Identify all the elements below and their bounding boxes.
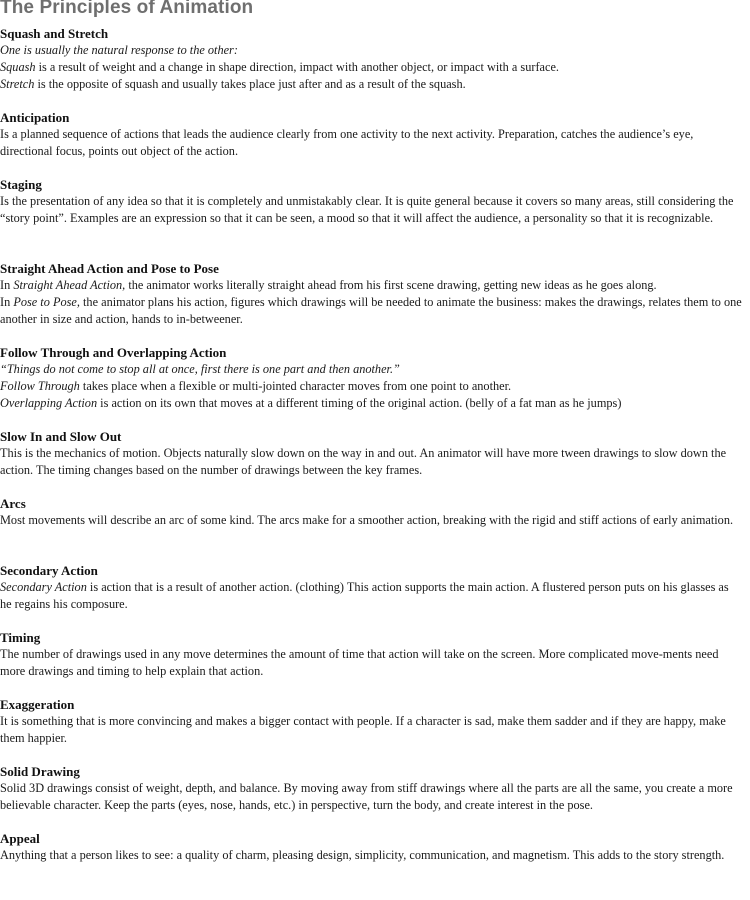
section-heading: Appeal	[0, 831, 40, 846]
section-timing	[0, 629, 742, 680]
paragraph-text: is the opposite of squash and usually takes place just after and as a result of the squash.	[34, 77, 466, 91]
term-emphasis: Secondary Action	[0, 580, 87, 594]
section-secondary-action	[0, 562, 742, 613]
paragraph-text: the animator works literally straight ahead from his first scene drawing, getting new ideas as he goes along.	[125, 278, 657, 292]
section-heading: Anticipation	[0, 110, 70, 125]
paragraph-text: Is a planned sequence of actions that leads the audience clearly from one activity to the next activity. Preparation, catches the audience’s eye, directional focus, points out object of the action.	[0, 127, 694, 158]
section-paragraph	[0, 378, 742, 395]
section-heading: Squash and Stretch	[0, 26, 109, 41]
section-paragraph	[0, 579, 742, 613]
section-heading: Secondary Action	[0, 563, 98, 578]
paragraph-prefix: In	[0, 295, 14, 309]
paragraph-text: takes place when a flexible or multi-jointed character moves from one point to another.	[79, 379, 512, 393]
section-paragraph	[0, 512, 742, 529]
section-appeal	[0, 830, 742, 864]
term-emphasis: Squash	[0, 60, 36, 74]
paragraph-prefix: In	[0, 278, 14, 292]
section-straight-ahead-action-and-pose-to-pose	[0, 260, 742, 328]
section-paragraph	[0, 395, 742, 412]
paragraph-text: is action on its own that moves at a different timing of the original action. (belly of a fat man as he jumps)	[97, 396, 622, 410]
section-heading: Exaggeration	[0, 697, 75, 712]
section-solid-drawing	[0, 763, 742, 814]
section-staging	[0, 176, 742, 227]
section-paragraph	[0, 847, 742, 864]
term-emphasis: Follow Through	[0, 379, 80, 393]
section-heading: Slow In and Slow Out	[0, 429, 122, 444]
section-slow-in-and-slow-out	[0, 428, 742, 479]
section-heading: Arcs	[0, 496, 26, 511]
section-follow-through-and-overlapping-action	[0, 344, 742, 412]
term-emphasis: Straight Ahead Action,	[13, 278, 126, 292]
section-paragraph	[0, 713, 742, 747]
section-paragraph	[0, 126, 742, 160]
section-quote: “Things do not come to stop all at once, first there is one part and then another.”	[0, 362, 400, 376]
section-paragraph	[0, 780, 742, 814]
section-paragraph	[0, 277, 742, 294]
section-anticipation	[0, 109, 742, 160]
section-heading: Timing	[0, 630, 41, 645]
section-exaggeration	[0, 696, 742, 747]
document-title: The Principles of Animation	[0, 0, 254, 18]
section-paragraph	[0, 193, 742, 227]
section-heading: Straight Ahead Action and Pose to Pose	[0, 261, 219, 276]
section-paragraph	[0, 76, 742, 93]
section-paragraph	[0, 59, 742, 76]
section-heading: Follow Through and Overlapping Action	[0, 345, 227, 360]
paragraph-text: is a result of weight and a change in shape direction, impact with another object, or impact with a surface.	[35, 60, 559, 74]
section-quote: One is usually the natural response to the other:	[0, 43, 238, 57]
paragraph-text: It is something that is more convincing and makes a bigger contact with people. If a character is sad, make them sadder and if they are happy, make them happier.	[0, 714, 726, 745]
paragraph-text: Solid 3D drawings consist of weight, depth, and balance. By moving away from stiff drawings where all the parts are all the same, you create a more believable character. Keep the parts (eyes, nose, hands, etc.) in perspective, turn the body, and create interest in the pose.	[0, 781, 733, 812]
section-paragraph	[0, 445, 742, 479]
section-paragraph	[0, 294, 742, 328]
paragraph-text: The number of drawings used in any move determines the amount of time that action will take on the screen. More complicated move-ments need more drawings and timing to help explain that action.	[0, 647, 719, 678]
paragraph-text: the animator plans his action, figures which drawings will be needed to animate the business: makes the drawings, relates them to one another in size and action, hands to in-betweener.	[0, 295, 742, 326]
section-arcs	[0, 495, 742, 529]
paragraph-text: This is the mechanics of motion. Objects naturally slow down on the way in and out. An animator will have more tween drawings to slow down the action. The timing changes based on the number of drawings between the key frames.	[0, 446, 727, 477]
section-paragraph	[0, 646, 742, 680]
paragraph-text: Anything that a person likes to see: a quality of charm, pleasing design, simplicity, communication, and magnetism. This adds to the story strength.	[0, 848, 725, 862]
section-heading: Solid Drawing	[0, 764, 80, 779]
paragraph-text: is action that is a result of another action. (clothing) This action supports the main action. A flustered person puts on his glasses as he regains his composure.	[0, 580, 729, 611]
section-heading: Staging	[0, 177, 42, 192]
section-squash-and-stretch	[0, 25, 742, 93]
term-emphasis: Pose to Pose,	[13, 295, 80, 309]
paragraph-text: Most movements will describe an arc of some kind. The arcs make for a smoother action, breaking with the rigid and stiff actions of early animation.	[0, 513, 734, 527]
paragraph-text: Is the presentation of any idea so that it is completely and unmistakably clear. It is quite general because it covers so many areas, still considering the “story point”. Examples are an expression so that it can be seen, a mood so that it will affect the audience, a personality so that it is recognizable.	[0, 194, 734, 225]
term-emphasis: Stretch	[0, 77, 35, 91]
term-emphasis: Overlapping Action	[0, 396, 98, 410]
